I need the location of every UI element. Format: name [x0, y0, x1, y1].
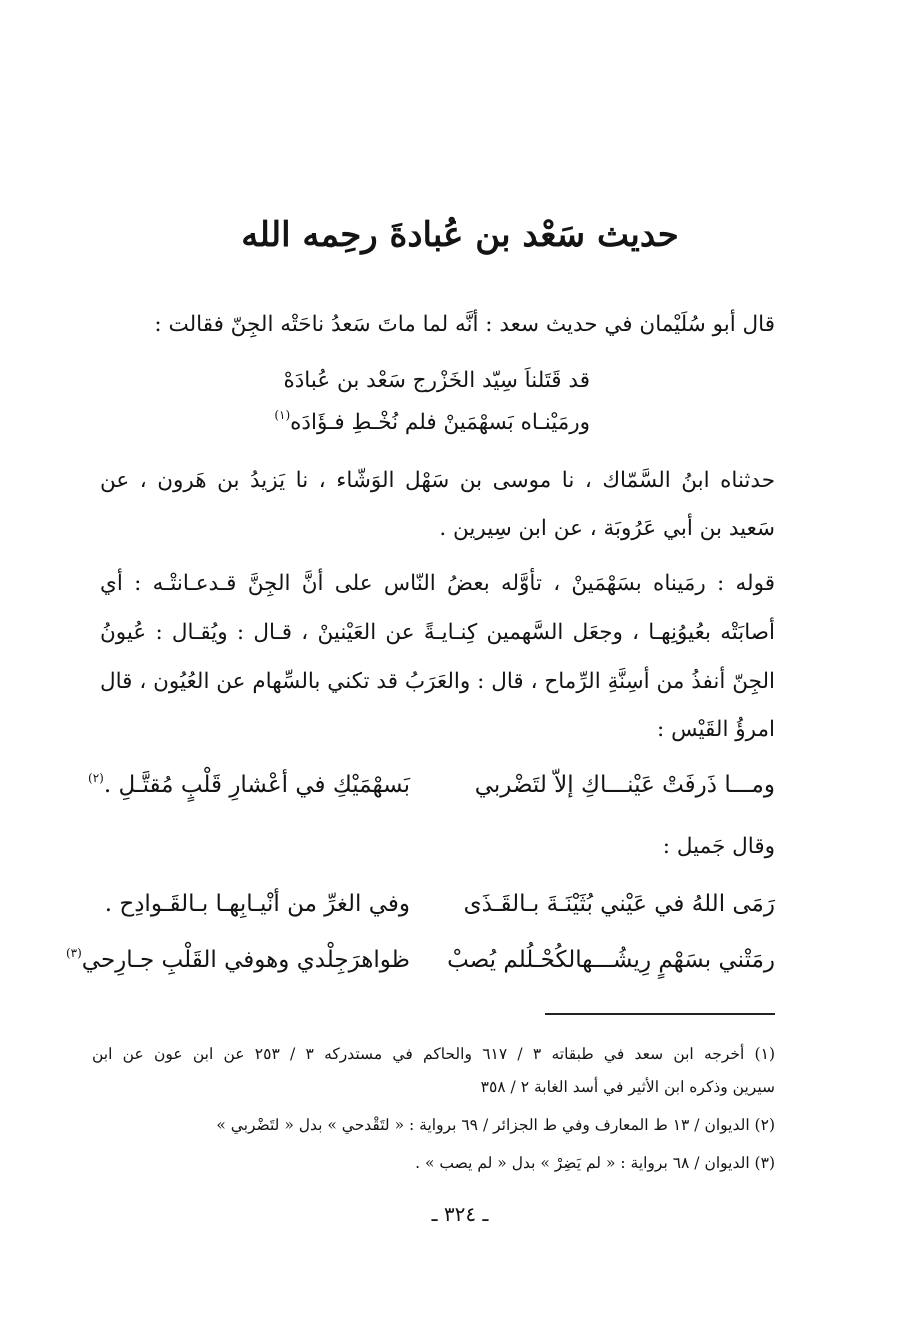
page-number: ـ ٣٢٤ ـ	[431, 1202, 489, 1226]
isnad-line2: سَعيد بن أبي عَرُوبَة ، عن ابن سِيرين .	[439, 516, 775, 541]
verse3-line1-left: وفي الغرِّ من أنْيـابِهـا بـالقَـوادِح .	[104, 891, 410, 917]
footnote-1-line2: سيرين وذكره ابن الأثير في أسد الغابة ٢ / ٣٥٨	[480, 1078, 775, 1096]
jamil-intro: وقال جَميل :	[662, 834, 775, 859]
verse1-line2	[180, 404, 590, 442]
verse2-hemistich-right: ومـــا ذَرفَتْ عَيْنـــاكِ إلاّ لتَضْربي	[474, 772, 775, 798]
commentary-line4: امرؤُ القَيْس :	[657, 717, 775, 742]
verse2-hemistich-left	[88, 765, 410, 805]
verse2-left-text: بَسهْمَيْكِ في أعْشارِ قَلْبٍ مُقتَّـلِ .	[103, 772, 410, 798]
footnote-ref-3: (٣)	[65, 946, 82, 960]
commentary-line1: قوله : رمَيناه بسَهْمَينْ ، تأوَّله بعضُ النّاس على أنَّ الجِنَّ قـدعـانتْـه : أي	[100, 571, 775, 596]
footnote-1-line1: (١) أخرجه ابن سعد في طبقاته ٣ / ٦١٧ والحاكم في مستدركه ٣ / ٢٥٣ عن ابن عون عن ابن	[92, 1045, 775, 1063]
chapter-title: حديث سَعْد بن عُبادةَ رحِمه الله	[241, 215, 679, 255]
verse3-line2-left	[65, 940, 410, 980]
verse3-line2-right: رمَتْني بسَهْمٍ رِيشُـــهالكُحْـلُلم يُصبْ	[447, 947, 775, 973]
verse1-line1: قد قَتَلناَ سِيّد الخَزْرج سَعْد بن عُبادَهْ	[283, 368, 590, 393]
verse3-line1-right: رَمَى اللهُ في عَيْني بُثَيْنَـةَ بـالقَـذَى	[463, 891, 775, 917]
commentary-line2: أصابَتْه بعُيوُنِهـا ، وجعَل السَّهمين كِنـايـةً عن العَيْنينْ ، قـال : ويُقـال : عُيونُ	[100, 620, 775, 645]
verse1-line2-text: ورمَيْنـاه بَسهْمَينْ فلم نُخْـطِ فـؤَادَه	[290, 410, 590, 435]
footnote-3: (٣) الديوان / ٦٨ برواية : « لم يَضِرْ » بدل « لم يصب » .	[415, 1154, 775, 1172]
footnote-2: (٢) الديوان / ١٣ ط المعارف وفي ط الجزائر / ٦٩ برواية : « لتَقْدحي » بدل « لتَضْربي »	[216, 1116, 775, 1134]
commentary-line3: الجِنّ أنفذُ من أسِنَّةِ الرِّماح ، قال : والعَرَبُ قد تكني بالسِّهام عن العُيُون ، قال	[100, 669, 775, 694]
footnote-ref-2: (٢)	[88, 771, 104, 785]
verse3-line2-left-text: ظواهرَجِلْدي وهوفي القَلْبِ جـارِحي	[81, 947, 410, 973]
footnote-ref-1: (١)	[274, 408, 291, 422]
isnad-line1: حدثناه ابنُ السَّمّاك ، نا موسى بن سَهْل الوَشّاء ، نا يَزيدُ بن هَرون ، عن	[100, 468, 775, 493]
intro-line: قال أبو سُلَيْمان في حديث سعد : أنَّه لما ماتَ سَعدُ ناحَتْه الجِنّ فقالت :	[154, 312, 775, 337]
footnote-separator	[545, 1013, 775, 1015]
